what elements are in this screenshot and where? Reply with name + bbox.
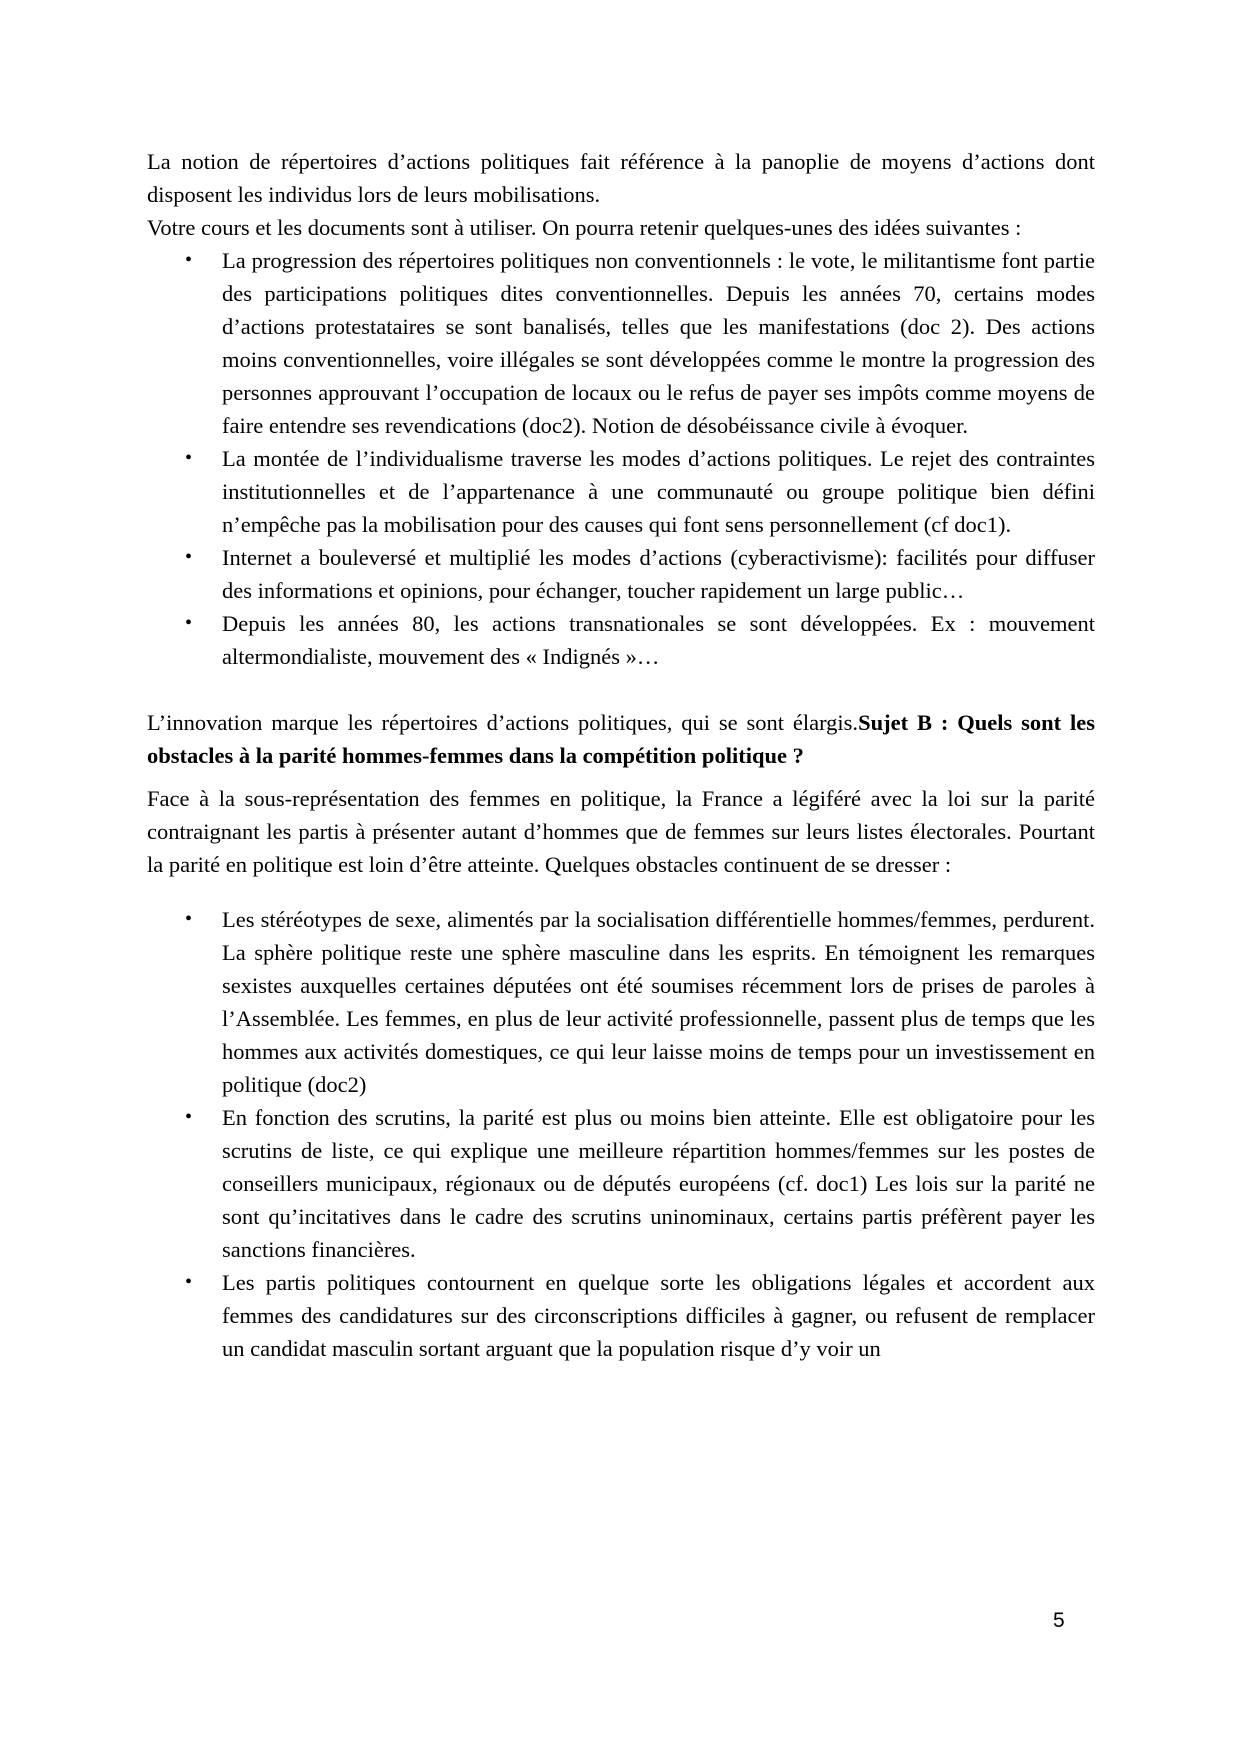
list-item [147, 1266, 1095, 1365]
list-item-text: La progression des répertoires politiques non conventionnels : le vote, le militantisme font partie des participations politiques dites conventionnelles. Depuis les années 70, certains modes d’actions protestataires se sont banalisés, telles que les manifestations (doc 2). Des actions moins conventionnelles, voire illégales se sont développées comme le montre la progression des personnes approuvant l’occupation de locaux ou le refus de payer ses impôts comme moyens de faire entendre ses revendications (doc2). Notion de désobéissance civile à évoquer. [222, 248, 1095, 438]
bullet-icon: • [185, 546, 193, 568]
list-item-text: Les stéréotypes de sexe, alimentés par la socialisation différentielle hommes/femmes, perdurent. La sphère politique reste une sphère masculine dans les esprits. En témoignent les remarques sexistes auxquelles certaines députées ont été soumises récemment lors de prises de paroles à l’Assemblée. Les femmes, en plus de leur activité professionnelle, passent plus de temps que les hommes aux activités domestiques, ce qui leur laisse moins de temps pour un investissement en politique (doc2) [222, 907, 1095, 1097]
document-page [147, 145, 1095, 1365]
section-a-intro-2: Votre cours et les documents sont à utiliser. On pourra retenir quelques-unes des idées suivantes : [147, 215, 1022, 240]
section-a-conclusion-with-heading [147, 706, 1095, 772]
list-item [147, 442, 1095, 541]
list-item [147, 903, 1095, 1101]
list-item-text: En fonction des scrutins, la parité est plus ou moins bien atteinte. Elle est obligatoire pour les scrutins de liste, ce qui explique une meilleure répartition hommes/femmes sur les postes de conseillers municipaux, régionaux ou de députés européens (cf. doc1) Les lois sur la parité ne sont qu’incitatives dans le cadre des scrutins uninominaux, certains partis préfèrent payer les sanctions financières. [222, 1105, 1095, 1262]
bullet-icon: • [185, 1271, 193, 1293]
page-number: 5 [1053, 1609, 1065, 1632]
section-a-bullet-list [147, 244, 1095, 673]
list-item [147, 541, 1095, 607]
list-item [147, 1101, 1095, 1266]
bullet-icon: • [185, 612, 193, 634]
section-b-bullet-list [147, 903, 1095, 1365]
section-a-conclusion: L’innovation marque les répertoires d’actions politiques, qui se sont élargis. [147, 710, 859, 735]
list-item [147, 607, 1095, 673]
bullet-icon: • [185, 447, 193, 469]
bullet-icon: • [185, 1106, 193, 1128]
bullet-icon: • [185, 908, 193, 930]
list-item-text: La montée de l’individualisme traverse les modes d’actions politiques. Le rejet des contraintes institutionnelles et de l’appartenance à une communauté ou groupe politique bien défini n’empêche pas la mobilisation pour des causes qui font sens personnellement (cf doc1). [222, 446, 1095, 537]
list-item-text: Les partis politiques contournent en quelque sorte les obligations légales et accordent aux femmes des candidatures sur des circonscriptions difficiles à gagner, ou refusent de remplacer un candidat masculin sortant arguant que la population risque d’y voir un [222, 1270, 1095, 1361]
list-item-text: Internet a bouleversé et multiplié les modes d’actions (cyberactivisme): facilités pour diffuser des informations et opinions, pour échanger, toucher rapidement un large public… [222, 545, 1095, 603]
list-item [147, 244, 1095, 442]
list-item-text: Depuis les années 80, les actions transnationales se sont développées. Ex : mouvement altermondialiste, mouvement des « Indignés »… [222, 611, 1095, 669]
section-b-intro: Face à la sous-représentation des femmes en politique, la France a légiféré avec la loi sur la parité contraignant les partis à présenter autant d’hommes que de femmes sur leurs listes électorales. Pourtant la parité en politique est loin d’être atteinte. Quelques obstacles continuent de se dresser : [147, 786, 1095, 877]
section-b-heading: Sujet B : Quels sont les obstacles à la parité hommes-femmes dans la compétition politique ? [147, 710, 1095, 768]
bullet-icon: • [185, 249, 193, 271]
section-a-intro-1: La notion de répertoires d’actions politiques fait référence à la panoplie de moyens d’actions dont disposent les individus lors de leurs mobilisations. [147, 149, 1095, 207]
